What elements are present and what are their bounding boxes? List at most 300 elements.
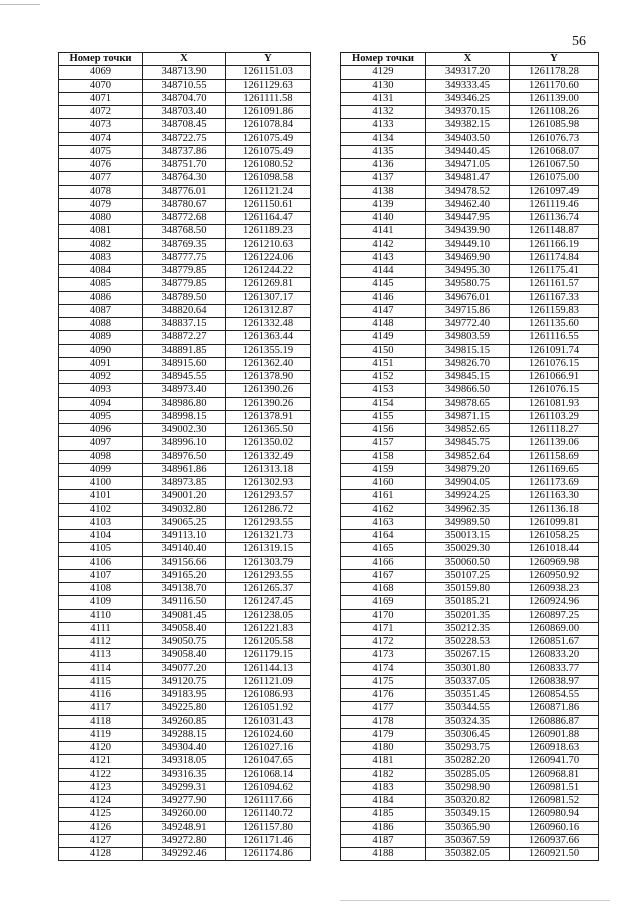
y-coordinate-cell: 1261174.84 bbox=[510, 251, 599, 264]
y-coordinate-cell: 1261293.55 bbox=[226, 516, 311, 529]
table-row bbox=[59, 238, 311, 251]
y-coordinate-cell: 1261076.15 bbox=[510, 384, 599, 397]
table-row bbox=[59, 185, 311, 198]
point-number-cell: 4132 bbox=[341, 106, 426, 119]
x-coordinate-cell: 350349.15 bbox=[426, 808, 510, 821]
x-coordinate-cell: 348769.35 bbox=[143, 238, 226, 251]
header-point: Номер точки bbox=[341, 53, 426, 66]
table-row bbox=[341, 702, 599, 715]
x-coordinate-cell: 349346.25 bbox=[426, 92, 510, 105]
x-coordinate-cell: 348779.85 bbox=[143, 278, 226, 291]
y-coordinate-cell: 1261121.24 bbox=[226, 185, 311, 198]
table-row bbox=[341, 609, 599, 622]
point-number-cell: 4125 bbox=[59, 808, 143, 821]
point-number-cell: 4101 bbox=[59, 490, 143, 503]
x-coordinate-cell: 350013.15 bbox=[426, 530, 510, 543]
point-number-cell: 4176 bbox=[341, 689, 426, 702]
table-row bbox=[341, 503, 599, 516]
point-number-cell: 4074 bbox=[59, 132, 143, 145]
y-coordinate-cell: 1260938.23 bbox=[510, 583, 599, 596]
table-row bbox=[59, 715, 311, 728]
table-row bbox=[59, 278, 311, 291]
point-number-cell: 4171 bbox=[341, 622, 426, 635]
table-row bbox=[59, 92, 311, 105]
x-coordinate-cell: 348764.30 bbox=[143, 172, 226, 185]
point-number-cell: 4174 bbox=[341, 662, 426, 675]
x-coordinate-cell: 349469.90 bbox=[426, 251, 510, 264]
table-row bbox=[59, 172, 311, 185]
y-coordinate-cell: 1261078.84 bbox=[226, 119, 311, 132]
table-row bbox=[59, 530, 311, 543]
x-coordinate-cell: 348777.75 bbox=[143, 251, 226, 264]
x-coordinate-cell: 349116.50 bbox=[143, 596, 226, 609]
y-coordinate-cell: 1260838.97 bbox=[510, 675, 599, 688]
point-number-cell: 4084 bbox=[59, 265, 143, 278]
y-coordinate-cell: 1261205.58 bbox=[226, 636, 311, 649]
point-number-cell: 4111 bbox=[59, 622, 143, 635]
y-coordinate-cell: 1261167.33 bbox=[510, 291, 599, 304]
table-row bbox=[341, 781, 599, 794]
x-coordinate-cell: 348915.60 bbox=[143, 357, 226, 370]
x-coordinate-cell: 349845.15 bbox=[426, 371, 510, 384]
table-row bbox=[341, 185, 599, 198]
y-coordinate-cell: 1261293.57 bbox=[226, 490, 311, 503]
table-row bbox=[341, 569, 599, 582]
y-coordinate-cell: 1261031.43 bbox=[226, 715, 311, 728]
x-coordinate-cell: 350344.55 bbox=[426, 702, 510, 715]
point-number-cell: 4104 bbox=[59, 530, 143, 543]
point-number-cell: 4083 bbox=[59, 251, 143, 264]
header-point: Номер точки bbox=[59, 53, 143, 66]
y-coordinate-cell: 1261140.72 bbox=[226, 808, 311, 821]
point-number-cell: 4161 bbox=[341, 490, 426, 503]
x-coordinate-cell: 348713.90 bbox=[143, 66, 226, 79]
x-coordinate-cell: 349403.50 bbox=[426, 132, 510, 145]
y-coordinate-cell: 1261099.81 bbox=[510, 516, 599, 529]
point-number-cell: 4187 bbox=[341, 834, 426, 847]
x-coordinate-cell: 349803.59 bbox=[426, 331, 510, 344]
table-row bbox=[341, 768, 599, 781]
y-coordinate-cell: 1261108.26 bbox=[510, 106, 599, 119]
point-number-cell: 4107 bbox=[59, 569, 143, 582]
y-coordinate-cell: 1261086.93 bbox=[226, 689, 311, 702]
y-coordinate-cell: 1261175.41 bbox=[510, 265, 599, 278]
point-number-cell: 4155 bbox=[341, 410, 426, 423]
y-coordinate-cell: 1261390.26 bbox=[226, 384, 311, 397]
x-coordinate-cell: 348772.68 bbox=[143, 212, 226, 225]
x-coordinate-cell: 349871.15 bbox=[426, 410, 510, 423]
y-coordinate-cell: 1261068.14 bbox=[226, 768, 311, 781]
point-number-cell: 4069 bbox=[59, 66, 143, 79]
x-coordinate-cell: 349447.95 bbox=[426, 212, 510, 225]
y-coordinate-cell: 1261121.09 bbox=[226, 675, 311, 688]
point-number-cell: 4130 bbox=[341, 79, 426, 92]
table-row bbox=[341, 715, 599, 728]
x-coordinate-cell: 349852.65 bbox=[426, 424, 510, 437]
point-number-cell: 4081 bbox=[59, 225, 143, 238]
x-coordinate-cell: 350293.75 bbox=[426, 742, 510, 755]
point-number-cell: 4182 bbox=[341, 768, 426, 781]
table-row bbox=[341, 238, 599, 251]
table-row bbox=[341, 689, 599, 702]
point-number-cell: 4160 bbox=[341, 477, 426, 490]
point-number-cell: 4134 bbox=[341, 132, 426, 145]
x-coordinate-cell: 348776.01 bbox=[143, 185, 226, 198]
table-row bbox=[59, 410, 311, 423]
point-number-cell: 4112 bbox=[59, 636, 143, 649]
table-row bbox=[59, 609, 311, 622]
table-row bbox=[59, 159, 311, 172]
y-coordinate-cell: 1261238.05 bbox=[226, 609, 311, 622]
x-coordinate-cell: 350337.05 bbox=[426, 675, 510, 688]
x-coordinate-cell: 350367.59 bbox=[426, 834, 510, 847]
table-row bbox=[59, 477, 311, 490]
x-coordinate-cell: 349440.45 bbox=[426, 145, 510, 158]
table-row bbox=[59, 689, 311, 702]
table-row bbox=[59, 265, 311, 278]
point-number-cell: 4149 bbox=[341, 331, 426, 344]
x-coordinate-cell: 349113.10 bbox=[143, 530, 226, 543]
header-y: Y bbox=[510, 53, 599, 66]
x-coordinate-cell: 349481.47 bbox=[426, 172, 510, 185]
y-coordinate-cell: 1261119.46 bbox=[510, 198, 599, 211]
x-coordinate-cell: 349715.86 bbox=[426, 304, 510, 317]
x-coordinate-cell: 350285.05 bbox=[426, 768, 510, 781]
y-coordinate-cell: 1261170.60 bbox=[510, 79, 599, 92]
y-coordinate-cell: 1261210.63 bbox=[226, 238, 311, 251]
table-row bbox=[341, 384, 599, 397]
y-coordinate-cell: 1261221.83 bbox=[226, 622, 311, 635]
y-coordinate-cell: 1261067.50 bbox=[510, 159, 599, 172]
y-coordinate-cell: 1260980.94 bbox=[510, 808, 599, 821]
table-row bbox=[59, 543, 311, 556]
y-coordinate-cell: 1261024.60 bbox=[226, 728, 311, 741]
point-number-cell: 4162 bbox=[341, 503, 426, 516]
x-coordinate-cell: 350267.15 bbox=[426, 649, 510, 662]
point-number-cell: 4146 bbox=[341, 291, 426, 304]
x-coordinate-cell: 349924.25 bbox=[426, 490, 510, 503]
point-number-cell: 4090 bbox=[59, 344, 143, 357]
table-row bbox=[341, 742, 599, 755]
y-coordinate-cell: 1261076.15 bbox=[510, 357, 599, 370]
y-coordinate-cell: 1261390.26 bbox=[226, 397, 311, 410]
point-number-cell: 4177 bbox=[341, 702, 426, 715]
x-coordinate-cell: 349318.05 bbox=[143, 755, 226, 768]
y-coordinate-cell: 1260981.52 bbox=[510, 795, 599, 808]
table-row bbox=[341, 278, 599, 291]
table-row bbox=[59, 795, 311, 808]
y-coordinate-cell: 1261313.18 bbox=[226, 463, 311, 476]
point-number-cell: 4133 bbox=[341, 119, 426, 132]
point-number-cell: 4170 bbox=[341, 609, 426, 622]
point-number-cell: 4098 bbox=[59, 450, 143, 463]
scan-edge-line bbox=[340, 900, 610, 901]
x-coordinate-cell: 348973.85 bbox=[143, 477, 226, 490]
y-coordinate-cell: 1261178.28 bbox=[510, 66, 599, 79]
table-row bbox=[59, 556, 311, 569]
table-row bbox=[59, 702, 311, 715]
table-row bbox=[341, 172, 599, 185]
y-coordinate-cell: 1261075.49 bbox=[226, 132, 311, 145]
point-number-cell: 4080 bbox=[59, 212, 143, 225]
table-row bbox=[59, 503, 311, 516]
point-number-cell: 4114 bbox=[59, 662, 143, 675]
table-row bbox=[59, 808, 311, 821]
x-coordinate-cell: 349772.40 bbox=[426, 318, 510, 331]
y-coordinate-cell: 1260981.51 bbox=[510, 781, 599, 794]
header-y: Y bbox=[226, 53, 311, 66]
point-number-cell: 4151 bbox=[341, 357, 426, 370]
y-coordinate-cell: 1261169.65 bbox=[510, 463, 599, 476]
table-row bbox=[341, 795, 599, 808]
table-row bbox=[341, 66, 599, 79]
x-coordinate-cell: 349065.25 bbox=[143, 516, 226, 529]
table-row bbox=[341, 119, 599, 132]
point-number-cell: 4144 bbox=[341, 265, 426, 278]
table-row bbox=[341, 450, 599, 463]
point-number-cell: 4094 bbox=[59, 397, 143, 410]
y-coordinate-cell: 1260969.98 bbox=[510, 556, 599, 569]
x-coordinate-cell: 349333.45 bbox=[426, 79, 510, 92]
point-number-cell: 4076 bbox=[59, 159, 143, 172]
y-coordinate-cell: 1260833.20 bbox=[510, 649, 599, 662]
x-coordinate-cell: 349449.10 bbox=[426, 238, 510, 251]
table-row bbox=[341, 291, 599, 304]
table-row bbox=[59, 622, 311, 635]
x-coordinate-cell: 349866.50 bbox=[426, 384, 510, 397]
table-row bbox=[59, 132, 311, 145]
page-number: 56 bbox=[572, 34, 586, 49]
point-number-cell: 4123 bbox=[59, 781, 143, 794]
point-number-cell: 4096 bbox=[59, 424, 143, 437]
y-coordinate-cell: 1261163.30 bbox=[510, 490, 599, 503]
point-number-cell: 4082 bbox=[59, 238, 143, 251]
point-number-cell: 4072 bbox=[59, 106, 143, 119]
table-row bbox=[341, 543, 599, 556]
x-coordinate-cell: 348945.55 bbox=[143, 371, 226, 384]
x-coordinate-cell: 348768.50 bbox=[143, 225, 226, 238]
y-coordinate-cell: 1261066.91 bbox=[510, 371, 599, 384]
point-number-cell: 4085 bbox=[59, 278, 143, 291]
x-coordinate-cell: 350351.45 bbox=[426, 689, 510, 702]
point-number-cell: 4119 bbox=[59, 728, 143, 741]
y-coordinate-cell: 1261174.86 bbox=[226, 848, 311, 861]
y-coordinate-cell: 1260937.66 bbox=[510, 834, 599, 847]
x-coordinate-cell: 349989.50 bbox=[426, 516, 510, 529]
point-number-cell: 4169 bbox=[341, 596, 426, 609]
table-row bbox=[59, 821, 311, 834]
y-coordinate-cell: 1261171.46 bbox=[226, 834, 311, 847]
table-row bbox=[341, 728, 599, 741]
y-coordinate-cell: 1260918.63 bbox=[510, 742, 599, 755]
y-coordinate-cell: 1261097.49 bbox=[510, 185, 599, 198]
y-coordinate-cell: 1260924.96 bbox=[510, 596, 599, 609]
table-row bbox=[341, 304, 599, 317]
point-number-cell: 4088 bbox=[59, 318, 143, 331]
table-body bbox=[59, 66, 311, 861]
x-coordinate-cell: 349815.15 bbox=[426, 344, 510, 357]
y-coordinate-cell: 1260960.16 bbox=[510, 821, 599, 834]
point-number-cell: 4071 bbox=[59, 92, 143, 105]
y-coordinate-cell: 1261151.03 bbox=[226, 66, 311, 79]
y-coordinate-cell: 1261075.00 bbox=[510, 172, 599, 185]
x-coordinate-cell: 349260.85 bbox=[143, 715, 226, 728]
x-coordinate-cell: 350107.25 bbox=[426, 569, 510, 582]
x-coordinate-cell: 348779.85 bbox=[143, 265, 226, 278]
table-row bbox=[59, 569, 311, 582]
y-coordinate-cell: 1261355.19 bbox=[226, 344, 311, 357]
y-coordinate-cell: 1260869.00 bbox=[510, 622, 599, 635]
table-row bbox=[59, 450, 311, 463]
x-coordinate-cell: 348986.80 bbox=[143, 397, 226, 410]
point-number-cell: 4166 bbox=[341, 556, 426, 569]
coordinates-table-left bbox=[58, 52, 311, 861]
table-row bbox=[59, 834, 311, 847]
x-coordinate-cell: 350185.21 bbox=[426, 596, 510, 609]
point-number-cell: 4137 bbox=[341, 172, 426, 185]
table-row bbox=[59, 755, 311, 768]
y-coordinate-cell: 1260886.87 bbox=[510, 715, 599, 728]
y-coordinate-cell: 1261293.55 bbox=[226, 569, 311, 582]
x-coordinate-cell: 350365.90 bbox=[426, 821, 510, 834]
table-row bbox=[341, 490, 599, 503]
y-coordinate-cell: 1260897.25 bbox=[510, 609, 599, 622]
point-number-cell: 4185 bbox=[341, 808, 426, 821]
y-coordinate-cell: 1261378.91 bbox=[226, 410, 311, 423]
table-row bbox=[341, 198, 599, 211]
y-coordinate-cell: 1261244.22 bbox=[226, 265, 311, 278]
table-row bbox=[59, 636, 311, 649]
y-coordinate-cell: 1261116.55 bbox=[510, 331, 599, 344]
y-coordinate-cell: 1261159.83 bbox=[510, 304, 599, 317]
x-coordinate-cell: 348837.15 bbox=[143, 318, 226, 331]
y-coordinate-cell: 1260854.55 bbox=[510, 689, 599, 702]
table-row bbox=[341, 463, 599, 476]
x-coordinate-cell: 350029.30 bbox=[426, 543, 510, 556]
table-row bbox=[341, 649, 599, 662]
y-coordinate-cell: 1261365.50 bbox=[226, 424, 311, 437]
point-number-cell: 4105 bbox=[59, 543, 143, 556]
table-row bbox=[59, 490, 311, 503]
x-coordinate-cell: 349032.80 bbox=[143, 503, 226, 516]
point-number-cell: 4159 bbox=[341, 463, 426, 476]
point-number-cell: 4117 bbox=[59, 702, 143, 715]
x-coordinate-cell: 348751.70 bbox=[143, 159, 226, 172]
y-coordinate-cell: 1261080.52 bbox=[226, 159, 311, 172]
x-coordinate-cell: 349225.80 bbox=[143, 702, 226, 715]
x-coordinate-cell: 349478.52 bbox=[426, 185, 510, 198]
table-row bbox=[59, 291, 311, 304]
coordinates-table-right bbox=[340, 52, 599, 861]
table-row bbox=[59, 397, 311, 410]
x-coordinate-cell: 349120.75 bbox=[143, 675, 226, 688]
x-coordinate-cell: 349138.70 bbox=[143, 583, 226, 596]
table-row bbox=[341, 106, 599, 119]
x-coordinate-cell: 350320.82 bbox=[426, 795, 510, 808]
point-number-cell: 4095 bbox=[59, 410, 143, 423]
point-number-cell: 4186 bbox=[341, 821, 426, 834]
table-row bbox=[341, 424, 599, 437]
x-coordinate-cell: 349316.35 bbox=[143, 768, 226, 781]
y-coordinate-cell: 1261117.66 bbox=[226, 795, 311, 808]
point-number-cell: 4143 bbox=[341, 251, 426, 264]
x-coordinate-cell: 349272.80 bbox=[143, 834, 226, 847]
point-number-cell: 4163 bbox=[341, 516, 426, 529]
x-coordinate-cell: 348891.85 bbox=[143, 344, 226, 357]
y-coordinate-cell: 1260851.67 bbox=[510, 636, 599, 649]
table-row bbox=[341, 530, 599, 543]
point-number-cell: 4099 bbox=[59, 463, 143, 476]
point-number-cell: 4073 bbox=[59, 119, 143, 132]
y-coordinate-cell: 1261173.69 bbox=[510, 477, 599, 490]
x-coordinate-cell: 348998.15 bbox=[143, 410, 226, 423]
table-row bbox=[59, 768, 311, 781]
y-coordinate-cell: 1261118.27 bbox=[510, 424, 599, 437]
x-coordinate-cell: 350159.80 bbox=[426, 583, 510, 596]
y-coordinate-cell: 1261332.48 bbox=[226, 318, 311, 331]
x-coordinate-cell: 349299.31 bbox=[143, 781, 226, 794]
y-coordinate-cell: 1261144.13 bbox=[226, 662, 311, 675]
table-row bbox=[59, 79, 311, 92]
point-number-cell: 4164 bbox=[341, 530, 426, 543]
point-number-cell: 4097 bbox=[59, 437, 143, 450]
y-coordinate-cell: 1261350.02 bbox=[226, 437, 311, 450]
table-row bbox=[341, 145, 599, 158]
table-row bbox=[341, 848, 599, 861]
x-coordinate-cell: 349904.05 bbox=[426, 477, 510, 490]
point-number-cell: 4126 bbox=[59, 821, 143, 834]
table-row bbox=[341, 821, 599, 834]
y-coordinate-cell: 1261179.15 bbox=[226, 649, 311, 662]
y-coordinate-cell: 1261189.23 bbox=[226, 225, 311, 238]
point-number-cell: 4078 bbox=[59, 185, 143, 198]
x-coordinate-cell: 350306.45 bbox=[426, 728, 510, 741]
y-coordinate-cell: 1261157.80 bbox=[226, 821, 311, 834]
point-number-cell: 4087 bbox=[59, 304, 143, 317]
x-coordinate-cell: 350301.80 bbox=[426, 662, 510, 675]
y-coordinate-cell: 1261076.73 bbox=[510, 132, 599, 145]
table-row bbox=[59, 344, 311, 357]
y-coordinate-cell: 1260921.50 bbox=[510, 848, 599, 861]
y-coordinate-cell: 1261265.37 bbox=[226, 583, 311, 596]
point-number-cell: 4142 bbox=[341, 238, 426, 251]
point-number-cell: 4092 bbox=[59, 371, 143, 384]
point-number-cell: 4158 bbox=[341, 450, 426, 463]
point-number-cell: 4091 bbox=[59, 357, 143, 370]
point-number-cell: 4147 bbox=[341, 304, 426, 317]
x-coordinate-cell: 349081.45 bbox=[143, 609, 226, 622]
table-header bbox=[341, 53, 599, 66]
x-coordinate-cell: 349050.75 bbox=[143, 636, 226, 649]
table-row bbox=[59, 728, 311, 741]
table-row bbox=[341, 755, 599, 768]
table-body bbox=[341, 66, 599, 861]
point-number-cell: 4140 bbox=[341, 212, 426, 225]
x-coordinate-cell: 350228.53 bbox=[426, 636, 510, 649]
point-number-cell: 4102 bbox=[59, 503, 143, 516]
x-coordinate-cell: 350382.05 bbox=[426, 848, 510, 861]
table-row bbox=[341, 132, 599, 145]
table-row bbox=[59, 848, 311, 861]
point-number-cell: 4103 bbox=[59, 516, 143, 529]
y-coordinate-cell: 1261068.07 bbox=[510, 145, 599, 158]
y-coordinate-cell: 1260833.77 bbox=[510, 662, 599, 675]
point-number-cell: 4139 bbox=[341, 198, 426, 211]
table-row bbox=[59, 331, 311, 344]
table-row bbox=[341, 477, 599, 490]
table-row bbox=[59, 781, 311, 794]
table-row bbox=[59, 596, 311, 609]
